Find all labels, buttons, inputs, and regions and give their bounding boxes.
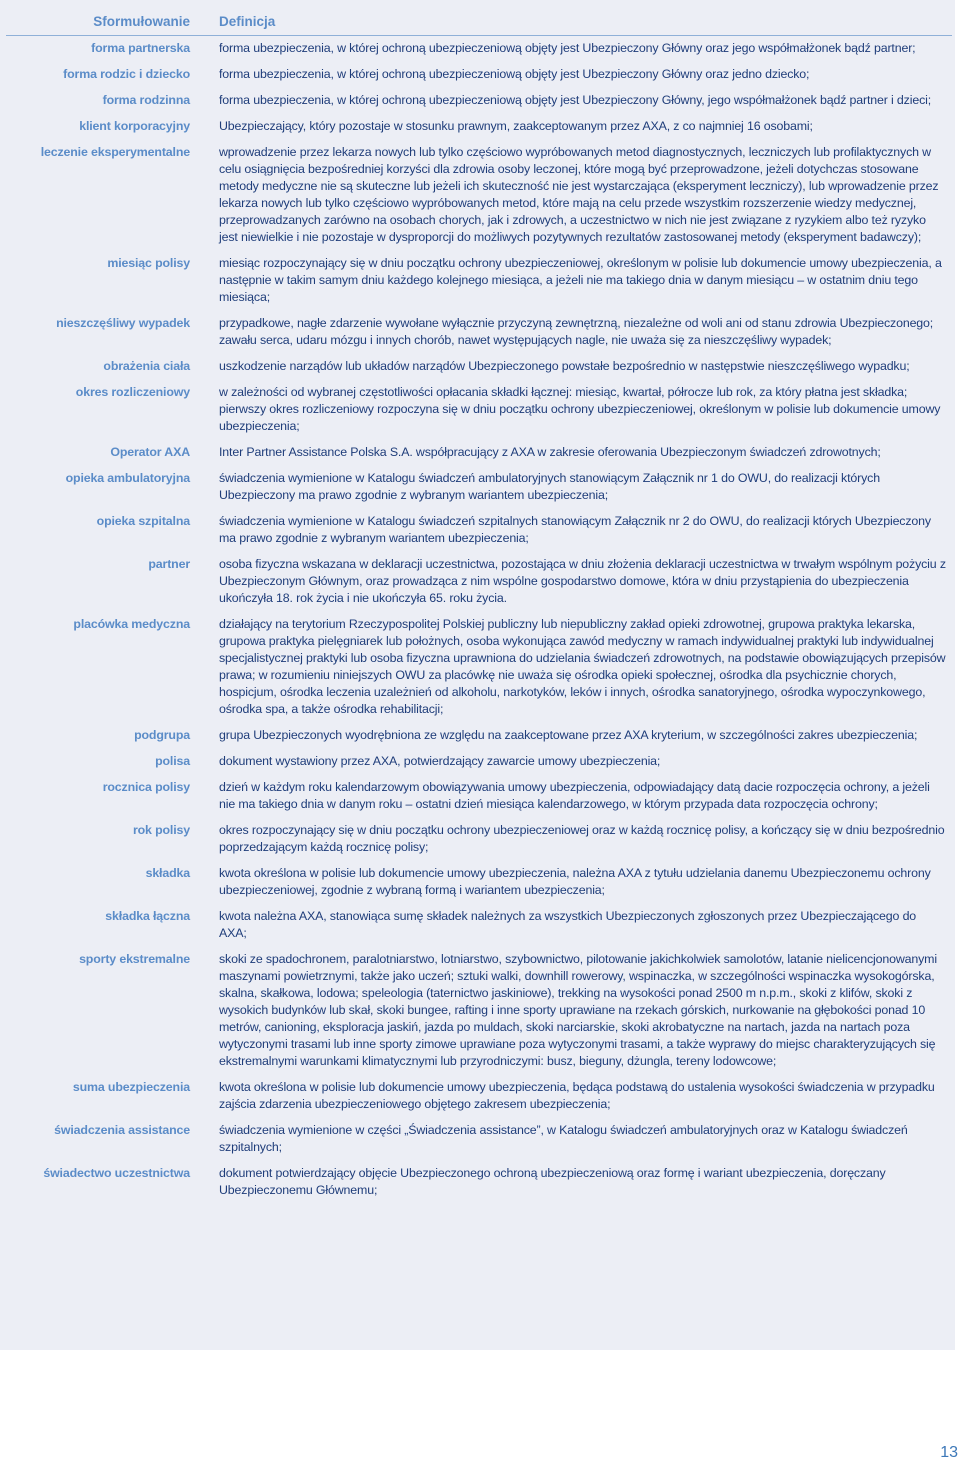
definition: forma ubezpieczenia, w której ochroną ubezpieczeniową objęty jest Ubezpieczony Główny oraz jedno dziecko; (219, 67, 810, 81)
definition: Ubezpieczający, który pozostaje w stosunku prawnym, zaakceptowanym przez AXA, z co najmniej 16 osobami; (219, 119, 813, 133)
definition: skoki ze spadochronem, paralotniarstwo, lotniarstwo, szybownictwo, pilotowanie jakichkolwiek samolotów, latanie nielicencjonowanymi maszynami powietrznymi, także jako uczeń; sztuki walki, downhill rowerowy, wspinaczka, w szczególności wspinaczka wysokogórska, skalna, skałkowa, lodowa; speleologia (taternictwo jaskiniowe), trekking na wysokości ponad 2500 m n.p.m., skoki z klifów, skoki z wysokich budynków lub skał, skoki bungee, rafting i inne sporty uprawiane na rzekach górskich, nurkowanie na głębokości ponad 10 metrów, canioning, eksploracja jaskiń, jazda po muldach, skoki narciarskie, skoki akrobatyczne na nartach, jazda na nartach poza wytyczonymi trasami lub inne sporty zimowe uprawiane poza wytyczonymi trasami, a także wyprawy do miejsc charakteryzujących się ekstremalnymi warunkami klimatycznymi lub przyrodniczymi: busz, bieguny, dżungla, tereny lodowcowe; (219, 952, 937, 1068)
table-row (6, 88, 952, 114)
definition: dzień w każdym roku kalendarzowym obowiązywania umowy ubezpieczenia, odpowiadający datą dacie rozpoczęcia ochrony, a jeżeli nie ma takiego dnia w danym roku – ostatni dzień miesiąca kalendarzowego, w którym przypada data rozpoczęcia ochrony; (219, 780, 930, 811)
definition: świadczenia wymienione w Katalogu świadczeń szpitalnych stanowiącym Załącznik nr 2 do OWU, do realizacji których Ubezpieczony ma prawo zgodnie z wybranym wariantem ubezpieczenia; (219, 514, 931, 545)
definition: wprowadzenie przez lekarza nowych lub tylko częściowo wypróbowanych metod diagnostycznych, leczniczych lub profilaktycznych w celu osiągnięcia bezpośredniej korzyści dla zdrowia osoby leczonej, które mogą być przeprowadzone, jeżeli dotychczas stosowane metody medyczne nie są skuteczne lub jeżeli ich skuteczność nie jest wystarczająca (eksperyment leczniczy), lub wprowadzenie przez lekarza nowych lub tylko częściowo wypróbowanych metod, które mają na celu przede wszystkim rozszerzenie wiedzy medycznej, przeprowadzanych zarówno na osobach chorych, jak i zdrowych, a uczestnictwo w nich nie jest związane z ryzykiem albo też ryzyko jest niewielkie i nie pozostaje w dysproporcji do możliwych pozytywnych rezultatów zastosowanej metody (eksperyment badawczy); (219, 145, 939, 244)
table-header (6, 12, 952, 36)
table-row (6, 62, 952, 88)
term: okres rozliczeniowy (75, 385, 190, 399)
table-row (6, 140, 952, 251)
term: składka (145, 866, 190, 880)
definition: forma ubezpieczenia, w której ochroną ubezpieczeniową objęty jest Ubezpieczony Główny oraz jego współmałżonek bądź partner; (219, 41, 916, 55)
term: rocznica polisy (102, 780, 190, 794)
term: opieka ambulatoryjna (65, 471, 190, 485)
term: leczenie eksperymentalne (40, 145, 190, 159)
table-row (6, 251, 952, 311)
term: rok polisy (132, 823, 190, 837)
definition: uszkodzenie narządów lub układów narządów Ubezpieczonego powstałe bezpośrednio w następstwie nieszczęśliwego wypadku; (219, 359, 910, 373)
term: świadectwo uczestnictwa (43, 1166, 190, 1180)
table-row (6, 947, 952, 1075)
definition: grupa Ubezpieczonych wyodrębniona ze względu na zaakceptowane przez AXA kryterium, w szczególności zakres ubezpieczenia; (219, 728, 918, 742)
definition: forma ubezpieczenia, w której ochroną ubezpieczeniową objęty jest Ubezpieczony Główny, jego współmałżonek bądź partner i dzieci; (219, 93, 932, 107)
definition: w zależności od wybranej częstotliwości opłacania składki łącznej: miesiąc, kwartał, półrocze lub rok, za który płatna jest składka; pierwszy okres rozliczeniowy rozpoczyna się w dniu początku ochrony ubezpieczeniowej, określonym w polisie lub dokumencie umowy ubezpieczenia; (219, 385, 941, 433)
term: nieszczęśliwy wypadek (56, 316, 190, 330)
table-row (6, 466, 952, 509)
table-row (6, 36, 952, 63)
definition: przypadkowe, nagłe zdarzenie wywołane wyłącznie przyczyną zewnętrzną, niezależne od woli ani od stanu zdrowia Ubezpieczonego; zawału serca, udaru mózgu i innych chorób, nawet występujących nagle, nie uważa się za nieszczęśliwy wypadek; (219, 316, 934, 347)
term: miesiąc polisy (107, 256, 190, 270)
header-definition: Definicja (219, 12, 952, 36)
table-row (6, 723, 952, 749)
term: świadczenia assistance (54, 1123, 190, 1137)
term: partner (148, 557, 190, 571)
definition: dokument wystawiony przez AXA, potwierdzający zawarcie umowy ubezpieczenia; (219, 754, 661, 768)
table-row (6, 552, 952, 612)
definition: osoba fizyczna wskazana w deklaracji uczestnictwa, pozostająca w dniu złożenia deklaracji uczestnictwa w trwałym wspólnym pożyciu z Ubezpieczonym Głównym, oraz prowadząca z nim wspólne gospodarstwo domowe, która w dniu przystąpienia do ubezpieczenia ukończyła 18. rok życia i nie ukończyła 65. roku życia. (219, 557, 946, 605)
table-row (6, 311, 952, 354)
definition: miesiąc rozpoczynający się w dniu początku ochrony ubezpieczeniowej, określonym w polisie lub dokumencie umowy ubezpieczenia, a następnie w takim samym dniu każdego kolejnego miesiąca, a jeżeli nie ma takiego dnia w danym miesiącu – w ostatnim dniu tego miesiąca; (219, 256, 942, 304)
header-term: Sformułowanie (6, 12, 219, 36)
definition: okres rozpoczynający się w dniu początku ochrony ubezpieczeniowej oraz w każdą rocznicę polisy, a kończący się w dniu bezpośrednio poprzedzającym każdą rocznicę polisy; (219, 823, 945, 854)
term: sporty ekstremalne (79, 952, 190, 966)
term: klient korporacyjny (79, 119, 190, 133)
table-row (6, 380, 952, 440)
table-row (6, 612, 952, 723)
term: Operator AXA (110, 445, 190, 459)
definition: kwota określona w polisie lub dokumencie umowy ubezpieczenia, będąca podstawą do ustalenia wysokości świadczenia w przypadku zajścia zdarzenia ubezpieczeniowego objętego zakresem ubezpieczenia; (219, 1080, 935, 1111)
definitions-table (6, 12, 952, 1204)
term: składka łączna (105, 909, 190, 923)
term: opieka szpitalna (96, 514, 190, 528)
table-row (6, 509, 952, 552)
table-row (6, 904, 952, 947)
table-row (6, 1075, 952, 1118)
table-row (6, 1161, 952, 1204)
definition: świadczenia wymienione w Katalogu świadczeń ambulatoryjnych stanowiącym Załącznik nr 1 do OWU, do realizacji których Ubezpieczony ma prawo zgodnie z wybranym wariantem ubezpieczenia; (219, 471, 880, 502)
term: podgrupa (134, 728, 190, 742)
table-row (6, 114, 952, 140)
term: forma rodzinna (102, 93, 190, 107)
page-number: 13 (940, 1444, 958, 1461)
table-row (6, 775, 952, 818)
definition: kwota należna AXA, stanowiąca sumę składek należnych za wszystkich Ubezpieczonych zgłoszonych przez Ubezpieczającego do AXA; (219, 909, 917, 940)
term: forma rodzic i dziecko (63, 67, 190, 81)
table-row (6, 1118, 952, 1161)
definition: dokument potwierdzający objęcie Ubezpieczonego ochroną ubezpieczeniową oraz formę i wariant ubezpieczenia, doręczany Ubezpieczonemu Głównemu; (219, 1166, 886, 1197)
table-row (6, 749, 952, 775)
term: obrażenia ciała (103, 359, 190, 373)
term: polisa (155, 754, 190, 768)
table-row (6, 861, 952, 904)
definition: działający na terytorium Rzeczypospolitej Polskiej publiczny lub niepubliczny zakład opieki zdrowotnej, grupowa praktyka lekarska, grupowa praktyka pielęgniarek lub położnych, osoba wykonująca zawód medyczny w ramach indywidualnej praktyki lub indywidualnej specjalistycznej praktyki lub osoba fizyczna uprawniona do udzielania świadczeń zdrowotnych, na podstawie obowiązujących przepisów prawa; w rozumieniu niniejszych OWU za placówkę nie uważa się ośrodka opieki społecznej, ośrodka dla psychicznie chorych, hospicjum, ośrodka leczenia uzależnień od alkoholu, narkotyków, leków i innych, ośrodka sanatoryjnego, ośrodka wypoczynkowego, ośrodka spa, a także ośrodka rehabilitacji; (219, 617, 946, 716)
table-row (6, 440, 952, 466)
term: suma ubezpieczenia (72, 1080, 190, 1094)
table-row (6, 818, 952, 861)
term: forma partnerska (91, 41, 190, 55)
definition: świadczenia wymienione w części „Świadczenia assistance”, w Katalogu świadczeń ambulatoryjnych oraz w Katalogu świadczeń szpitalnych; (219, 1123, 908, 1154)
table-row (6, 354, 952, 380)
term: placówka medyczna (73, 617, 190, 631)
definition: kwota określona w polisie lub dokumencie umowy ubezpieczenia, należna AXA z tytułu udzielania danemu Ubezpieczonemu ochrony ubezpieczeniowej, zgodnie z wybraną formą i wariantem ubezpieczenia; (219, 866, 931, 897)
definition: Inter Partner Assistance Polska S.A. współpracujący z AXA w zakresie oferowania Ubezpieczonym świadczeń zdrowotnych; (219, 445, 881, 459)
